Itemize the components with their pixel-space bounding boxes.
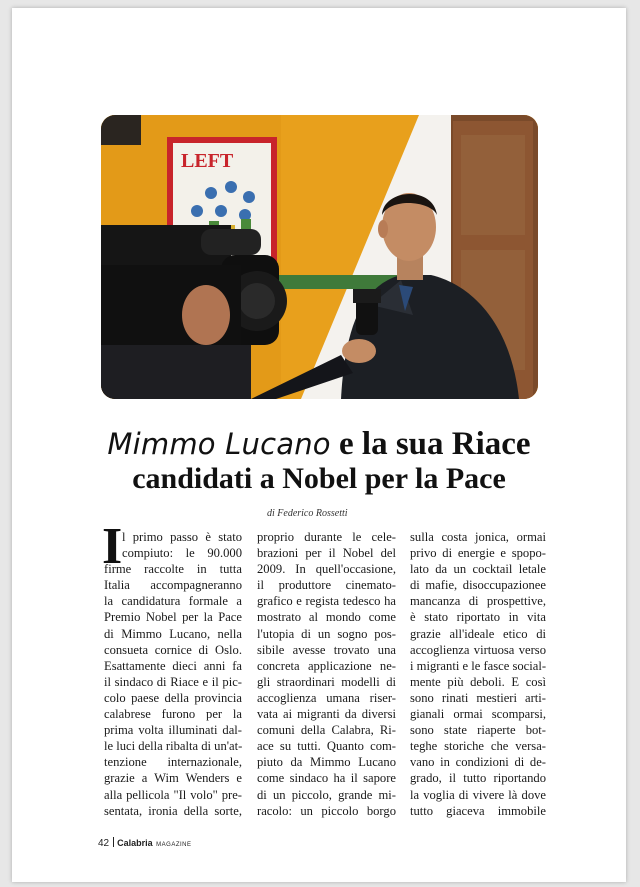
text-column-2 xyxy=(257,529,396,819)
article-headline xyxy=(52,426,586,496)
text-line: comuni della Calabra, Ri- xyxy=(257,723,396,738)
text-line: vata ai migranti da diversi xyxy=(257,707,396,722)
text-line: l primo passo è stato xyxy=(122,530,242,544)
text-line: di mafie, disoccupazionee xyxy=(410,578,546,593)
text-line: prima volta illuminati dal- xyxy=(104,723,242,738)
text-column-3 xyxy=(410,529,546,819)
text-line: mostrato al mondo come xyxy=(257,610,396,625)
text-line: firme raccolte in tutta xyxy=(104,562,242,577)
text-line: lato da un cocktail letale xyxy=(410,562,546,577)
headline-name: Mimmo Lucano xyxy=(107,427,331,461)
text-line: la candidatura formale a xyxy=(104,594,242,609)
text-line: di Mimmo Lucano, nella xyxy=(104,626,242,641)
text-line: le luci della ribalta di un'at- xyxy=(104,739,242,754)
text-column-1 xyxy=(104,529,242,819)
text-line: teghe storiche che versa- xyxy=(410,739,546,754)
page-number: 42 xyxy=(98,838,110,849)
text-line: vano in condizioni di de- xyxy=(410,755,546,770)
page-footer xyxy=(98,837,192,849)
magazine-brand: Calabria xyxy=(117,838,153,848)
text-line: 2009. In quell'occasione, xyxy=(257,562,396,577)
text-line: consueta cornice di Oslo. xyxy=(104,642,242,657)
text-line: brazioni per il Nobel del xyxy=(257,546,396,561)
text-line: calabrese furono per la xyxy=(104,707,242,722)
text-line: compiuto: le 90.000 xyxy=(122,546,242,561)
text-line: piuto da Mimmo Lucano xyxy=(257,755,396,770)
text-line: Premio Nobel per la Pace xyxy=(104,610,242,625)
text-line: di un piccolo, grande mi- xyxy=(257,787,396,802)
magazine-label: MAGAZINE xyxy=(156,842,192,848)
text-line: grazie a Wim Wenders e xyxy=(104,771,242,786)
text-line: sono rinati mestieri arti- xyxy=(410,690,546,705)
text-line: mente più deboli. E così xyxy=(410,674,546,689)
text-line: come sindaco ha il sapore xyxy=(257,771,396,786)
text-line: accoglienza umana riser- xyxy=(257,690,396,705)
text-line: mancanza di prospettive, xyxy=(410,594,546,609)
text-line: alla pellicola "Il volo" pre- xyxy=(104,787,242,802)
drop-cap: I xyxy=(102,518,123,575)
text-line: sentata, ironia della sorte, xyxy=(104,803,242,818)
text-line: grafico e regista tedesco ha xyxy=(257,594,396,609)
text-line: il produttore cinemato- xyxy=(257,578,396,593)
headline-rest: e la sua Riace xyxy=(339,426,531,462)
text-line: l'utopia di un sogno pos- xyxy=(257,626,396,641)
text-line: gli straordinari modelli di xyxy=(257,674,396,689)
headline-line-1 xyxy=(52,426,586,462)
magazine-page xyxy=(12,8,626,882)
text-line: privo di energie e spopo- xyxy=(410,546,546,561)
interview-photo xyxy=(101,115,538,399)
text-line: la voglia di vivere là dove xyxy=(410,787,546,802)
text-line: grazie all'ideale etico di xyxy=(410,626,546,641)
text-line: Esattamente dieci anni fa xyxy=(104,658,242,673)
text-line: ace su tutti. Quanto com- xyxy=(257,739,396,754)
text-line: i migranti e le fasce social- xyxy=(410,658,546,673)
headline-line-2: candidati a Nobel per la Pace xyxy=(132,462,506,495)
text-line: colo paese della provincia xyxy=(104,690,242,705)
interview-photo-illustration xyxy=(101,115,538,399)
text-line: sulla costa jonica, ormai xyxy=(410,530,546,544)
text-line: racolo: un piccolo borgo xyxy=(257,803,396,818)
text-line: Italia accompagneranno xyxy=(104,578,242,593)
byline: di Federico Rossetti xyxy=(267,508,348,519)
text-line: il sindaco di Riace e il pic- xyxy=(104,674,242,689)
text-line: accoglienza virtuosa verso xyxy=(410,642,546,657)
text-line: proprio durante le cele- xyxy=(257,530,396,544)
text-line: tutto giaceva immobile xyxy=(410,803,546,818)
poster-title: LEFT xyxy=(181,150,234,172)
text-line: tenzione internazionale, xyxy=(104,755,242,770)
text-line: gianali ormai scomparsi, xyxy=(410,707,546,722)
text-line: concreta applicazione ne- xyxy=(257,658,396,673)
text-line: sono state riaperte bot- xyxy=(410,723,546,738)
text-line: è stato riportato in vita xyxy=(410,610,546,625)
footer-divider xyxy=(113,837,114,847)
text-line: grado, il tutto riportando xyxy=(410,771,546,786)
text-line: sibile avesse trovato una xyxy=(257,642,396,657)
